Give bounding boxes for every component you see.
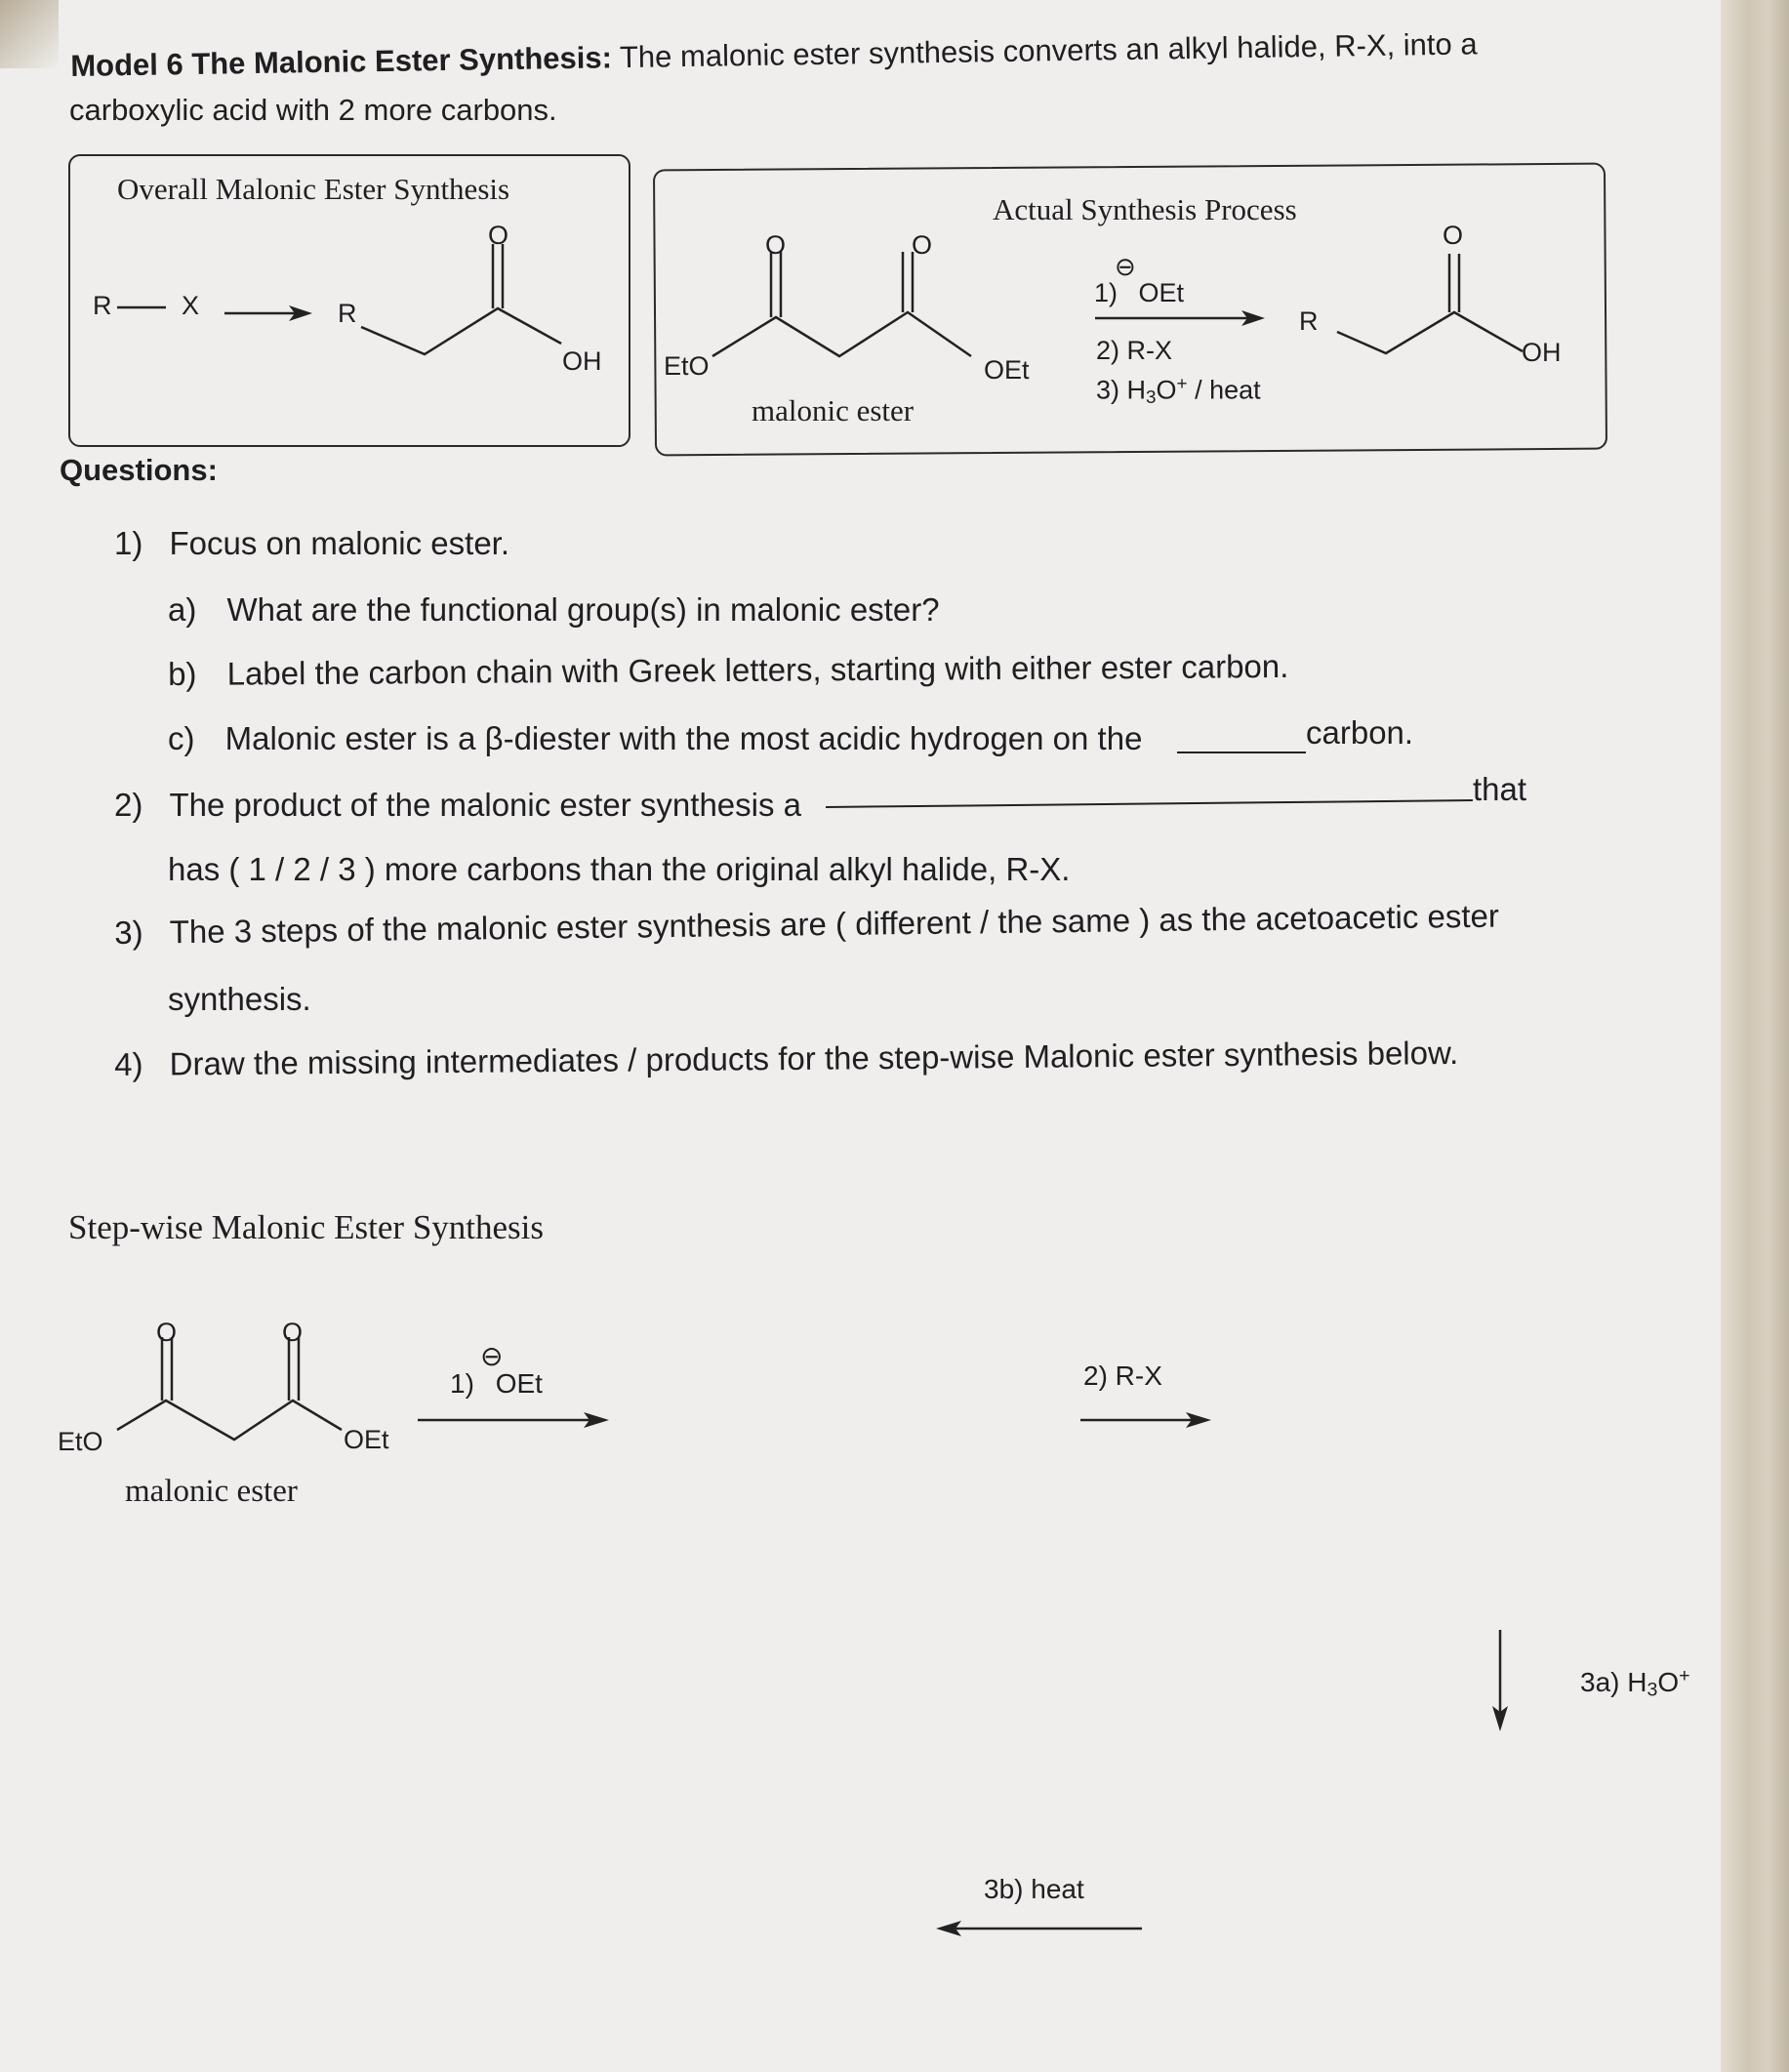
intro-line-2: carboxylic acid with 2 more carbons. <box>69 93 557 127</box>
actual-minus-sign: ⊖ <box>1115 252 1136 281</box>
intro-line-1 <box>70 26 1478 84</box>
actual-step3-mid: O <box>1156 375 1177 405</box>
question-1a <box>168 591 940 629</box>
question-1-text: Focus on malonic ester. <box>169 525 510 561</box>
actual-step1-reagent: OEt <box>1138 278 1185 307</box>
actual-product-r: R <box>1299 306 1319 336</box>
stepwise-step3a-prefix: 3a) H <box>1580 1666 1647 1697</box>
stepwise-minus-sign: ⊖ <box>480 1341 504 1371</box>
stepwise-step3b: 3b) heat <box>984 1874 1084 1904</box>
stepwise-malonic-ester-caption: malonic ester <box>125 1474 298 1509</box>
actual-step1-num: 1) <box>1094 278 1118 307</box>
question-2-answer-blank[interactable] <box>826 799 1473 808</box>
question-2 <box>114 787 801 824</box>
overall-reactant-r: R <box>93 291 112 320</box>
stepwise-step3a-sub: 3 <box>1647 1679 1658 1701</box>
stepwise-title: Step-wise Malonic Ester Synthesis <box>68 1208 545 1246</box>
actual-step3-prefix: 3) H <box>1096 375 1147 405</box>
question-3-text: The 3 steps of the malonic ester synthesis are ( different / the same ) as the acetoacetic ester <box>169 897 1500 951</box>
stepwise-step3a <box>1580 1665 1690 1702</box>
intro-text-1: The malonic ester synthesis converts an alkyl halide, R-X, into a <box>619 26 1478 75</box>
question-1-number: 1) <box>114 525 143 561</box>
stepwise-malonic-ester-structure <box>49 1308 420 1483</box>
model-title: Model 6 The Malonic Ester Synthesis: <box>70 40 613 83</box>
actual-step2: 2) R-X <box>1096 336 1173 365</box>
question-1c-number: c) <box>168 720 195 756</box>
actual-product-oh: OH <box>1522 338 1562 367</box>
question-1a-number: a) <box>168 591 197 628</box>
question-2-number: 2) <box>114 787 143 823</box>
stepwise-step1-num: 1) <box>450 1368 474 1399</box>
question-1b-text: Label the carbon chain with Greek letters, starting with either ester carbon. <box>226 647 1289 692</box>
stepwise-left-o: O <box>156 1318 178 1347</box>
question-4-text: Draw the missing intermediates / products for the step-wise Malonic ester synthesis below. <box>169 1034 1459 1082</box>
question-2-end: that <box>1473 771 1527 807</box>
actual-box-title: Actual Synthesis Process <box>993 192 1297 226</box>
question-3 <box>114 898 1499 952</box>
actual-product-o: O <box>1443 221 1464 250</box>
stepwise-step1 <box>450 1368 543 1400</box>
overall-reactant-x: X <box>182 291 200 320</box>
question-4-number: 4) <box>114 1045 143 1082</box>
question-1b-number: b) <box>168 655 197 692</box>
actual-step3-suffix: / heat <box>1187 375 1261 405</box>
stepwise-arrow-step3a <box>1488 1628 1512 1735</box>
stepwise-eto: EtO <box>58 1427 103 1456</box>
stepwise-oet: OEt <box>344 1425 389 1454</box>
question-1c <box>168 720 1142 757</box>
actual-step3 <box>1096 374 1261 409</box>
actual-right-o: O <box>912 230 933 260</box>
question-3-line-2: synthesis. <box>168 981 311 1017</box>
actual-step1 <box>1094 278 1184 308</box>
stepwise-ester-skeleton <box>117 1401 342 1440</box>
stepwise-arrow-step2 <box>1078 1408 1215 1432</box>
actual-step3-sup: + <box>1176 374 1188 394</box>
actual-reaction-arrow <box>1091 307 1267 329</box>
actual-oet: OEt <box>984 355 1030 385</box>
overall-product-r: R <box>338 299 357 328</box>
stepwise-step3a-mid: O <box>1657 1666 1680 1697</box>
question-4 <box>114 1035 1458 1083</box>
question-2-text: The product of the malonic ester synthesis a <box>169 787 802 823</box>
actual-left-o: O <box>765 230 787 260</box>
actual-malonic-ester-caption: malonic ester <box>752 393 915 427</box>
overall-box-title: Overall Malonic Ester Synthesis <box>117 172 510 206</box>
actual-step3-sub: 3 <box>1146 387 1157 409</box>
question-1c-end: carbon. <box>1306 714 1414 751</box>
question-1c-answer-blank[interactable] <box>1177 752 1306 753</box>
overall-product-oh: OH <box>562 346 602 376</box>
actual-eto: EtO <box>664 351 710 381</box>
question-1a-text: What are the functional group(s) in malonic ester? <box>226 591 940 628</box>
actual-ester-skeleton <box>712 312 971 356</box>
question-1 <box>114 525 509 562</box>
stepwise-arrow-step1 <box>416 1408 611 1432</box>
stepwise-step1-reagent: OEt <box>495 1368 543 1399</box>
overall-product-o: O <box>488 221 509 250</box>
stepwise-right-o: O <box>282 1318 304 1347</box>
stepwise-step2: 2) R-X <box>1083 1361 1162 1391</box>
stepwise-arrow-step3b <box>932 1917 1147 1940</box>
question-3-number: 3) <box>114 914 143 951</box>
question-1b <box>168 648 1288 693</box>
actual-product-skeleton <box>1337 312 1523 353</box>
overall-product-skeleton <box>361 308 561 354</box>
questions-heading: Questions: <box>60 453 218 487</box>
stepwise-step3a-sup: + <box>1679 1665 1690 1686</box>
question-2-line-2: has ( 1 / 2 / 3 ) more carbons than the original alkyl halide, R-X. <box>168 851 1071 887</box>
question-1c-text: Malonic ester is a β-diester with the most acidic hydrogen on the <box>224 720 1143 756</box>
